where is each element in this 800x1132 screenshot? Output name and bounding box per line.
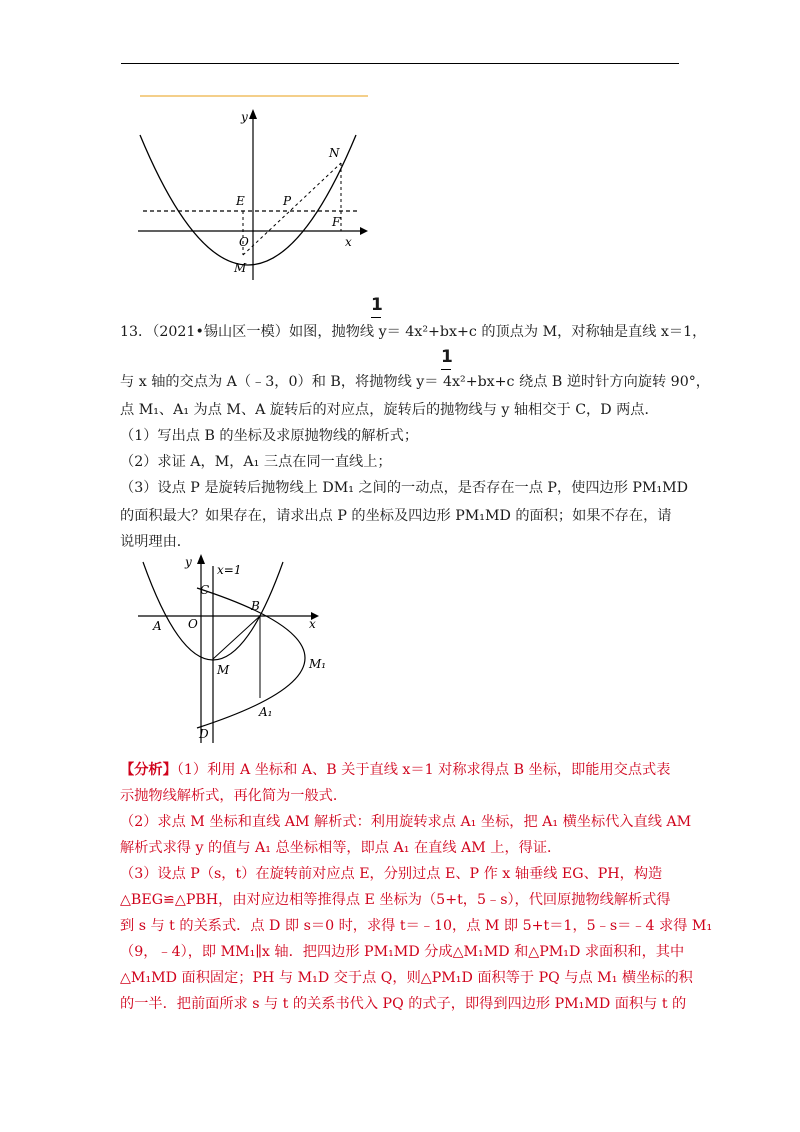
- analysis-line-8: （9，﹣4），即 MM₁∥x 轴．把四边形 PM₁MD 分成△M₁MD 和△PM₁D 求面积和，其中: [120, 944, 685, 960]
- fig2-label-o: O: [188, 617, 198, 631]
- fig1-label-n: N: [329, 146, 340, 160]
- problem-text-line: （2021•锡山区一模）如图，抛物线 y＝ 4x²+bx+c 的顶点为 M，对称轴是直线 x＝1，: [152, 324, 707, 340]
- highlight-rule: [140, 95, 368, 97]
- fig2-label-a: A: [153, 619, 162, 633]
- fig2-label-m1: M₁: [309, 657, 327, 671]
- fig2-label-y: y: [185, 555, 192, 569]
- header-rule: [121, 63, 679, 64]
- fig2-label-x-eq-1: x=1: [217, 563, 242, 577]
- problem-13-line-8: 说明理由．: [120, 534, 191, 550]
- problem-13-line-4: （1）写出点 B 的坐标及求原抛物线的解析式；: [120, 428, 419, 444]
- fig2-label-m: M: [217, 663, 230, 677]
- analysis-line-7: 到 s 与 t 的关系式．点 D 即 s＝0 时，求得 t＝﹣10，点 M 即 5+t＝1，5﹣s＝﹣4 求得 M₁: [120, 918, 713, 934]
- analysis-line-6: △BEG≌△PBH，由对应边相等推得点 E 坐标为（5+t，5﹣s），代回原抛物线解析式得: [120, 892, 671, 908]
- problem-13-line-5: （2）求证 A，M，A₁ 三点在同一直线上；: [120, 454, 392, 470]
- analysis-line-3: （2）求点 M 坐标和直线 AM 解析式：利用旋转求点 A₁ 坐标，把 A₁ 横坐标代入直线 AM: [120, 814, 692, 830]
- fig2-label-a1: A₁: [259, 705, 273, 719]
- fraction-numerator-1: 1: [371, 295, 383, 315]
- fraction-bar-1: [371, 317, 381, 318]
- problem-13-line-3: 点 M₁、A₁ 为点 M、A 旋转后的对应点，旋转后的抛物线与 y 轴相交于 C，D 两点．: [120, 402, 659, 418]
- fig1-label-x: x: [345, 235, 352, 249]
- fig2-label-x: x: [309, 617, 316, 631]
- figure-1-parabola: [138, 105, 378, 287]
- analysis-line-5: （3）设点 P（s，t）在旋转前对应点 E，分别过点 E、P 作 x 轴垂线 EG、PH，构造: [120, 866, 663, 882]
- analysis-tag: 【分析】: [120, 762, 177, 778]
- fig1-label-m: M: [234, 261, 247, 275]
- problem-number: 13．: [120, 324, 153, 340]
- fig1-label-y: y: [241, 110, 248, 124]
- problem-13-line-7: 的面积最大？如果存在，请求出点 P 的坐标及四边形 PM₁MD 的面积；如果不存在，请: [120, 508, 672, 524]
- fig2-label-b: B: [251, 599, 260, 613]
- problem-13-line-6: （3）设点 P 是旋转后抛物线上 DM₁ 之间的一动点，是否存在一点 P，使四边形 PM₁MD: [120, 480, 689, 496]
- analysis-line-4: 解析式求得 y 的值与 A₁ 总坐标相等，即点 A₁ 在直线 AM 上，得证．: [120, 840, 562, 856]
- fig1-label-f: F: [332, 215, 341, 229]
- fig2-label-c: C: [200, 583, 210, 597]
- fig2-label-d: D: [199, 727, 209, 741]
- fig1-label-e: E: [236, 194, 245, 208]
- fig1-label-p: P: [283, 194, 292, 208]
- figure-2-rotated-parabola: [133, 548, 333, 748]
- problem-13-line-1: [120, 322, 706, 342]
- fraction-bar-2: [441, 369, 451, 370]
- fraction-numerator-2: 1: [441, 347, 453, 367]
- fig1-label-o: O: [239, 235, 249, 249]
- analysis-line-2: 示抛物线解析式，再化简为一般式．: [120, 788, 348, 804]
- analysis-line-9: △M₁MD 面积固定；PH 与 M₁D 交于点 Q，则△PM₁D 面积等于 PQ 与点 M₁ 横坐标的积: [120, 970, 693, 986]
- analysis-line-1: [120, 760, 670, 780]
- problem-13-line-2: 与 x 轴的交点为 A（﹣3，0）和 B，将抛物线 y＝ 4x²+bx+c 绕点 B 逆时针方向旋转 90°，: [120, 374, 710, 390]
- analysis-text: （1）利用 A 坐标和 A、B 关于直线 x＝1 对称求得点 B 坐标，即能用交点式表: [176, 762, 671, 778]
- analysis-line-10: 的一半．把前面所求 s 与 t 的关系书代入 PQ 的式子，即得到四边形 PM₁MD 面积与 t 的: [120, 996, 687, 1012]
